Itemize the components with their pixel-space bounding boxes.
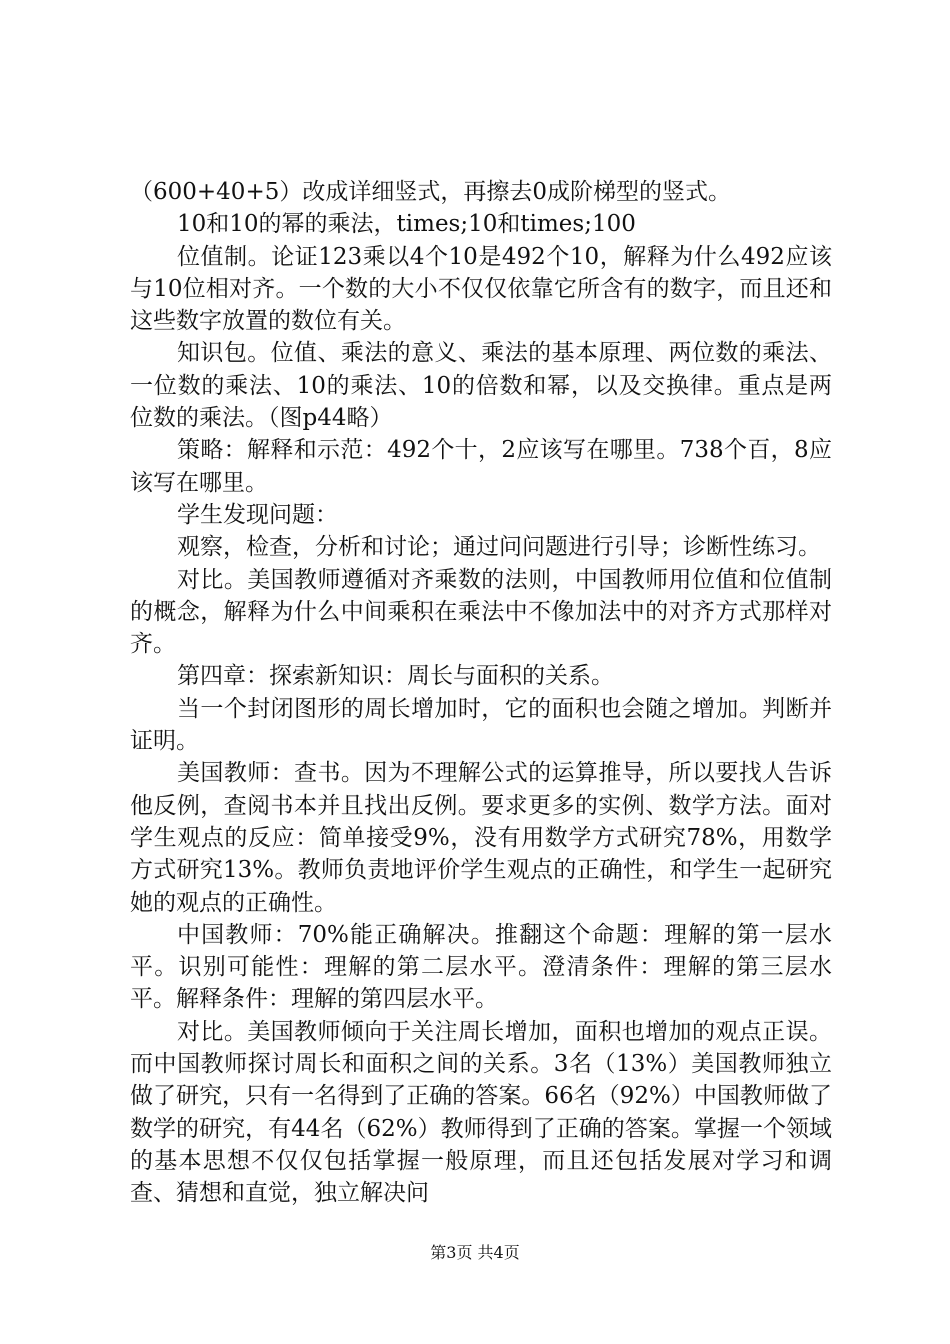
paragraph-2: 10和10的幂的乘法，times;10和times;100 (177, 211, 636, 238)
paragraph-13: 对比。美国教师倾向于关注周长增加，面积也增加的观点正误。而中国教师探讨周长和面积之间的关系。3名（13%）美国教师独立做了研究，只有一名得到了正确的答案。66名（92%）中国教师做了数学的研究，有44名（62%）教师得到了正确的答案。掌握一个领域的基本思想不仅仅包括掌握一般原理，而且还包括发展对学习和调查、猜想和直觉，独立解决问 (130, 1018, 832, 1207)
paragraph-7: 观察，检查，分析和讨论；通过问问题进行引导；诊断性练习。 (177, 534, 821, 561)
page-footer: 第3页 共4页 (430, 1243, 520, 1262)
paragraph-1: （600+40+5）改成详细竖式，再擦去0成阶梯型的竖式。 (130, 179, 731, 205)
paragraph-6: 学生发现问题： (177, 501, 338, 528)
paragraph-12: 中国教师：70%能正确解决。推翻这个命题：理解的第一层水平。识别可能性：理解的第二层水平。澄清条件：理解的第三层水平。解释条件：理解的第四层水平。 (130, 921, 832, 1013)
paragraph-9: 第四章：探索新知识：周长与面积的关系。 (177, 663, 614, 690)
paragraph-3: 位值制。论证123乘以4个10是492个10，解释为什么492应该与10位相对齐。一个数的大小不仅仅依靠它所含有的数字，而且还和这些数字放置的数位有关。 (130, 243, 832, 335)
paragraph-4: 知识包。位值、乘法的意义、乘法的基本原理、两位数的乘法、一位数的乘法、10的乘法、10的倍数和幂，以及交换律。重点是两位数的乘法。（图p44略） (130, 340, 832, 432)
paragraph-10: 当一个封闭图形的周长增加时，它的面积也会随之增加。判断并证明。 (130, 695, 832, 755)
paragraph-11: 美国教师：查书。因为不理解公式的运算推导，所以要找人告诉他反例，查阅书本并且找出反例。要求更多的实例、数学方法。面对学生观点的反应：简单接受9%，没有用数学方式研究78%，用数学方式研究13%。教师负责地评价学生观点的正确性，和学生一起研究她的观点的正确性。 (130, 760, 832, 916)
document-body (130, 176, 832, 1210)
paragraph-8: 对比。美国教师遵循对齐乘数的法则，中国教师用位值和位值制的概念，解释为什么中间乘积在乘法中不像加法中的对齐方式那样对齐。 (130, 566, 832, 658)
paragraph-5: 策略：解释和示范：492个十，2应该写在哪里。738个百，8应该写在哪里。 (130, 437, 832, 496)
